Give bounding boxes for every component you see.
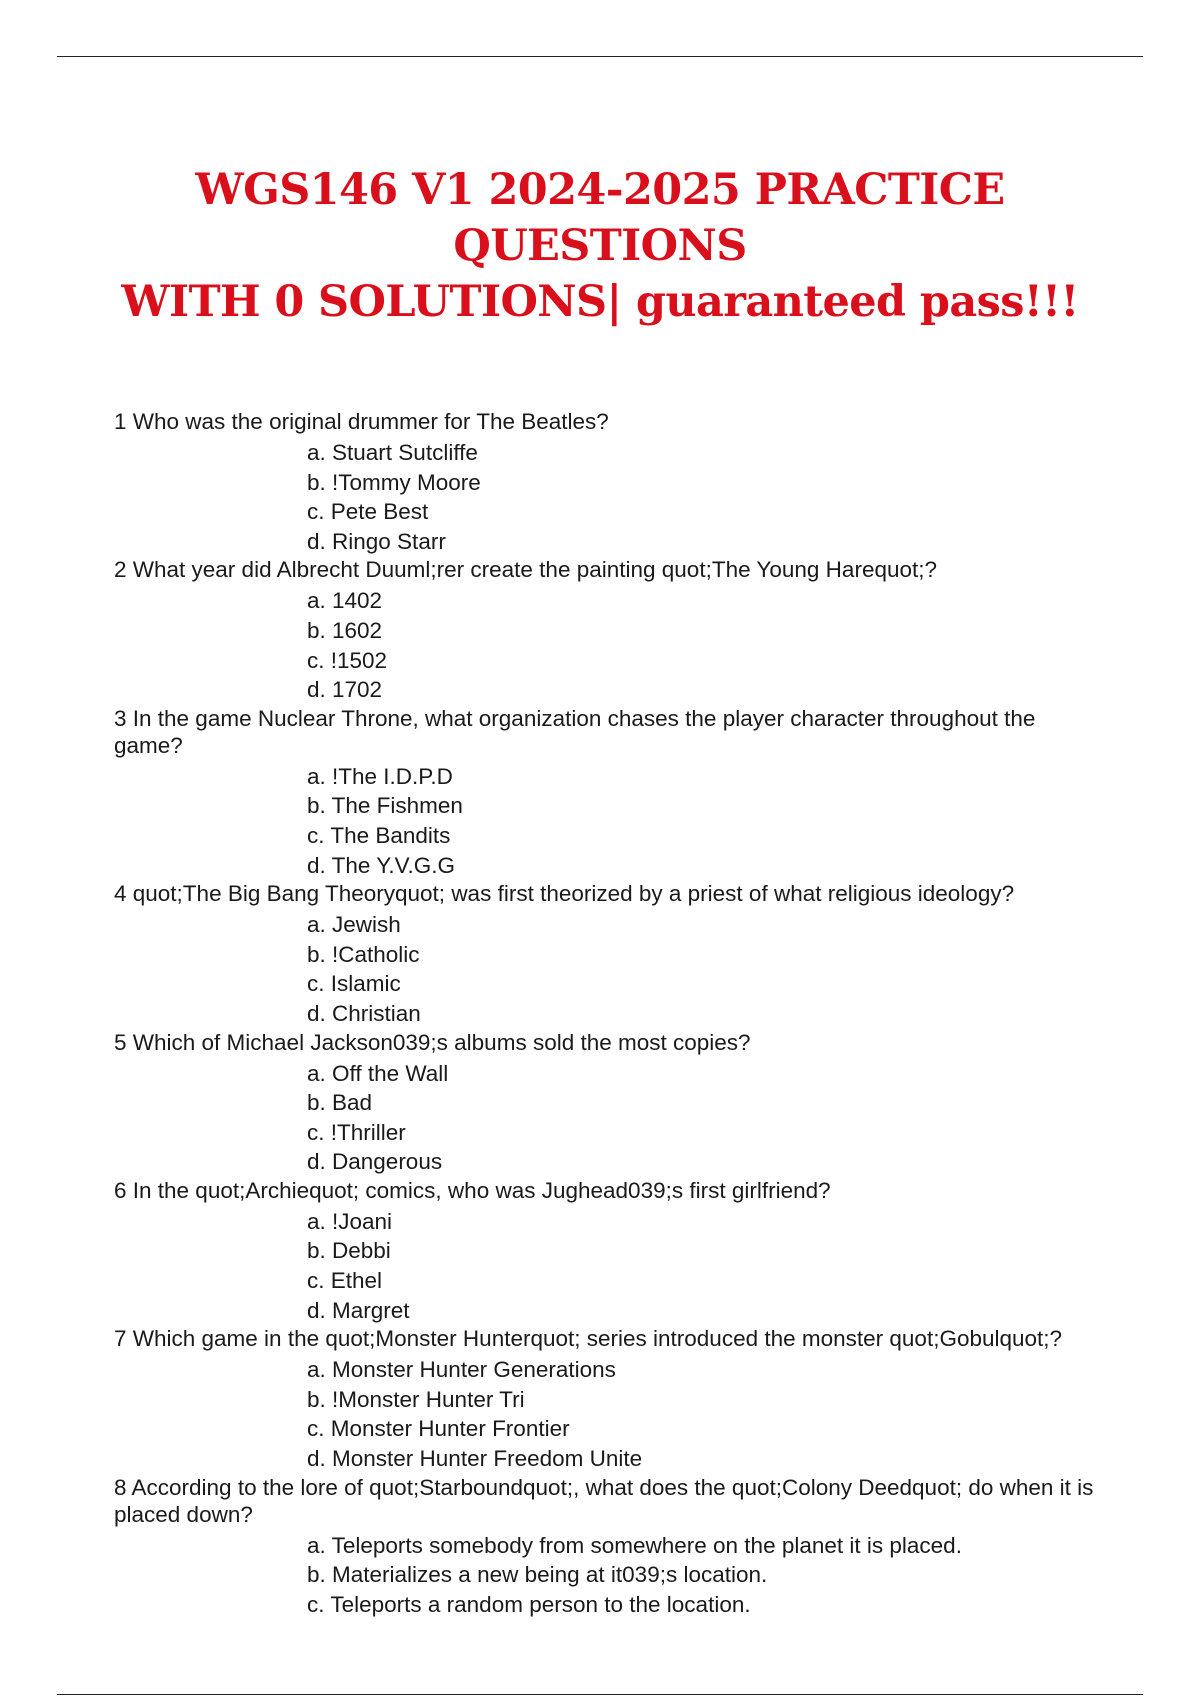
answer-option: a. !The I.D.P.D	[307, 763, 453, 789]
answer-option: b. !Tommy Moore	[307, 469, 481, 495]
question-text: 1 Who was the original drummer for The Beatles?	[114, 409, 609, 434]
answer-option: d. Dangerous	[307, 1149, 443, 1175]
header-divider	[57, 56, 1143, 57]
answer-option: a. Teleports somebody from somewhere on the planet it is placed.	[307, 1532, 962, 1558]
question-text: 7 Which game in the quot;Monster Hunterquot; series introduced the monster quot;Gobulquot;?	[114, 1326, 1063, 1352]
answer-option: d. Margret	[307, 1297, 410, 1323]
answer-option: d. Christian	[307, 1000, 421, 1026]
question-8	[114, 1474, 1104, 1620]
title-line-2: WITH 0 SOLUTIONS| guaranteed pass!!!	[121, 277, 1079, 327]
question-text: 2 What year did Albrecht Duuml;rer create the painting quot;The Young Harequot;?	[114, 557, 938, 583]
answer-option: c. Ethel	[307, 1268, 383, 1294]
question-text: 3 In the game Nuclear Throne, what organization chases the player character throughout the game?	[114, 705, 1036, 758]
answer-options	[114, 1531, 1104, 1620]
answer-option: c. Pete Best	[307, 499, 429, 525]
answer-option: c. !1502	[307, 647, 388, 673]
answer-option: b. Bad	[307, 1090, 373, 1116]
question-5	[114, 1029, 1104, 1177]
question-text: 8 According to the lore of quot;Starboundquot;, what does the quot;Colony Deedquot; do when it is placed down?	[114, 1474, 1094, 1527]
answer-option: a. Monster Hunter Generations	[307, 1357, 616, 1383]
answer-option: a. Off the Wall	[307, 1060, 449, 1086]
document-title	[80, 162, 1120, 330]
answer-option: b. The Fishmen	[307, 793, 463, 819]
answer-option: b. !Monster Hunter Tri	[307, 1386, 525, 1412]
answer-options	[114, 586, 1104, 704]
answer-option: c. Islamic	[307, 971, 401, 997]
answer-option: c. The Bandits	[307, 822, 451, 848]
answer-options	[114, 1059, 1104, 1177]
question-7	[114, 1325, 1104, 1473]
answer-option: a. Jewish	[307, 912, 401, 938]
answer-option: b. Materializes a new being at it039;s location.	[307, 1562, 768, 1588]
question-6	[114, 1177, 1104, 1325]
question-2	[114, 556, 1104, 704]
answer-option: b. !Catholic	[307, 941, 420, 967]
answer-option: d. 1702	[307, 677, 383, 703]
question-text: 6 In the quot;Archiequot; comics, who was Jughead039;s first girlfriend?	[114, 1177, 831, 1203]
answer-options	[114, 438, 1104, 556]
answer-option: b. Debbi	[307, 1238, 391, 1264]
answer-option: c. Teleports a random person to the location.	[307, 1591, 751, 1617]
question-list	[114, 408, 1104, 1619]
answer-options	[114, 1355, 1104, 1473]
footer-divider	[57, 1694, 1143, 1695]
answer-option: c. Monster Hunter Frontier	[307, 1416, 570, 1442]
answer-options	[114, 762, 1104, 880]
answer-option: b. 1602	[307, 617, 383, 643]
answer-option: a. !Joani	[307, 1208, 393, 1234]
answer-option: d. Monster Hunter Freedom Unite	[307, 1446, 643, 1472]
answer-option: a. 1402	[307, 588, 383, 614]
answer-option: d. The Y.V.G.G	[307, 852, 456, 878]
answer-option: c. !Thriller	[307, 1119, 406, 1145]
question-3	[114, 705, 1104, 880]
answer-option: d. Ringo Starr	[307, 528, 446, 554]
question-text: 4 quot;The Big Bang Theoryquot; was first theorized by a priest of what religious ideology?	[114, 881, 1015, 907]
question-text: 5 Which of Michael Jackson039;s albums sold the most copies?	[114, 1029, 751, 1055]
answer-option: a. Stuart Sutcliffe	[307, 440, 478, 465]
answer-options	[114, 1207, 1104, 1325]
question-4	[114, 880, 1104, 1028]
question-1	[114, 408, 1104, 556]
answer-options	[114, 910, 1104, 1028]
title-line-1: WGS146 V1 2024-2025 PRACTICE QUESTIONS	[195, 165, 1005, 271]
